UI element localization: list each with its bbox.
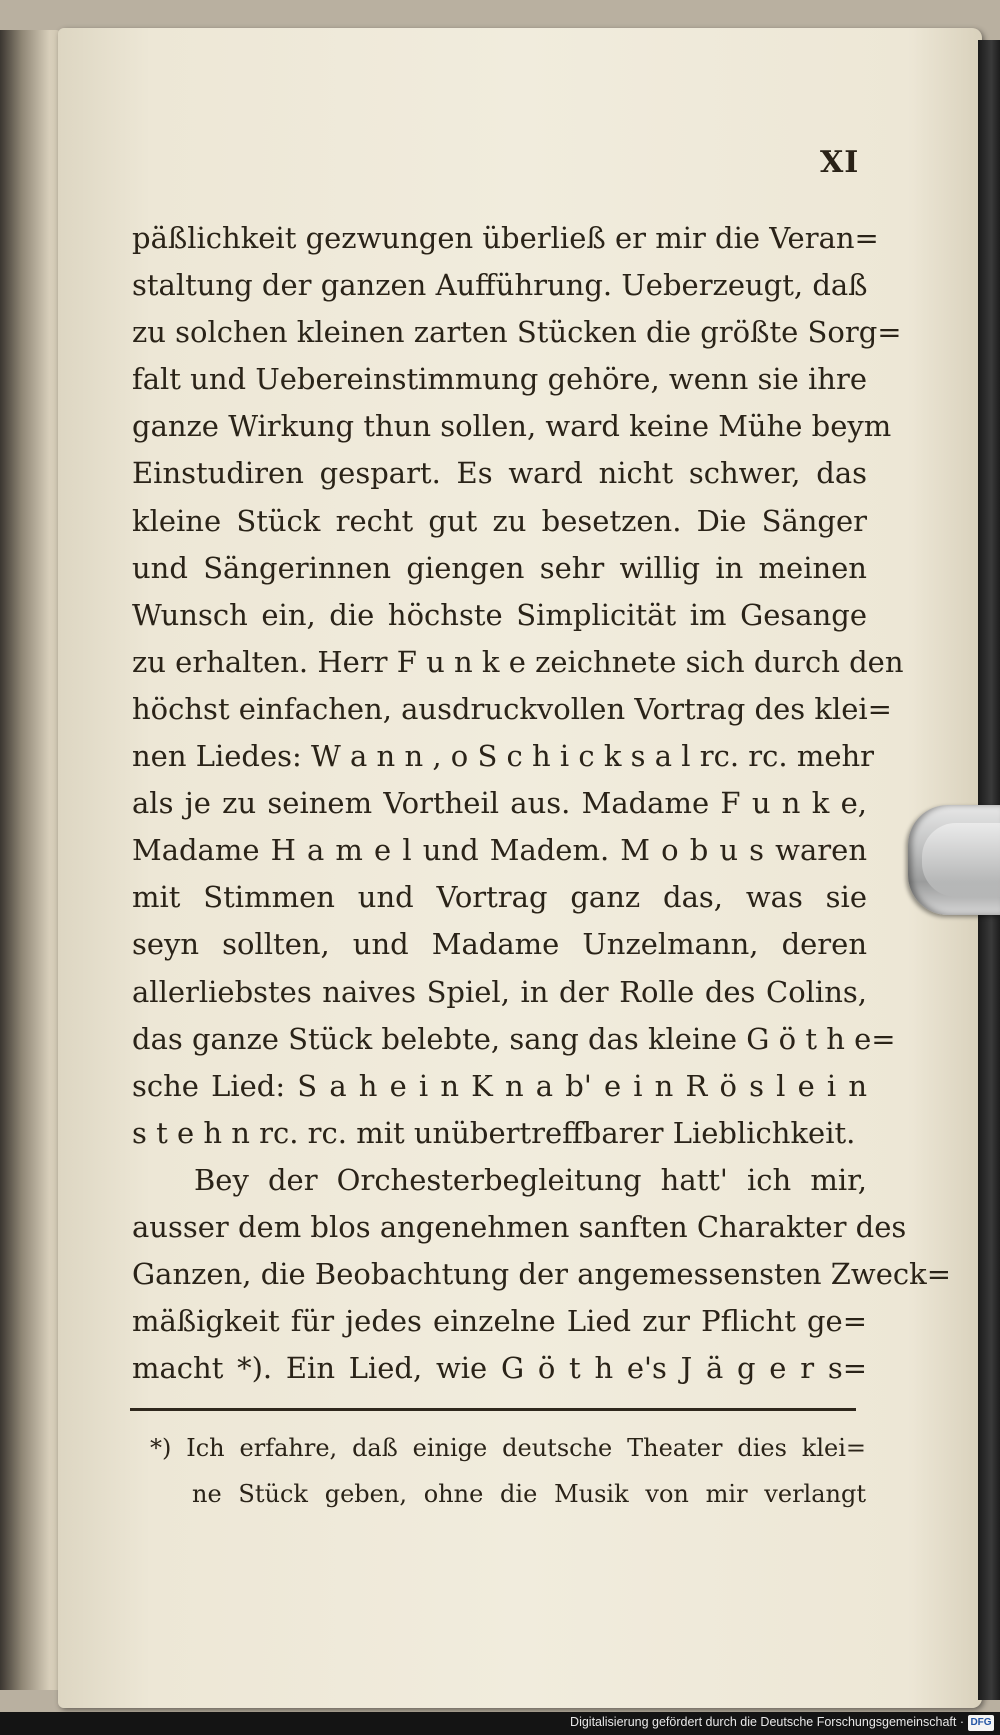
body-line: mäßigkeit für jedes einzelne Lied zur Pflicht ge= — [132, 1304, 867, 1339]
footnote-line: *) Ich erfahre, daß einige deutsche Theater dies klei= — [150, 1434, 866, 1462]
body-line: sche Lied: S a h e i n K n a b' e i n R ö s l e i n — [132, 1068, 867, 1103]
body-line: macht *). Ein Lied, wie G ö t h e's J ä g e r s= — [132, 1351, 867, 1386]
body-line: seyn sollten, und Madame Unzelmann, deren — [132, 927, 867, 962]
page-clip-highlight — [922, 823, 1000, 897]
body-line: staltung der ganzen Aufführung. Ueberzeugt, daß — [132, 268, 868, 303]
body-line: Madame H a m e l und Madem. M o b u s waren — [132, 833, 867, 868]
body-line: als je zu seinem Vortheil aus. Madame F u n k e, — [132, 786, 867, 821]
banner-text: Digitalisierung gefördert durch die Deutsche Forschungsgemeinschaft · — [570, 1715, 964, 1729]
body-line: ausser dem blos angenehmen sanften Charakter des — [132, 1209, 907, 1244]
digitization-banner — [0, 1712, 1000, 1735]
body-line: ganze Wirkung thun sollen, ward keine Mühe beym — [132, 409, 892, 444]
body-text — [132, 215, 952, 1392]
footnote — [150, 1425, 866, 1517]
body-line: päßlichkeit gezwungen überließ er mir die Veran= — [132, 221, 879, 255]
body-line: Wunsch ein, die höchste Simplicität im Gesange — [132, 597, 867, 632]
page-clip — [908, 805, 1000, 915]
body-line: Bey der Orchesterbegleitung hatt' ich mir, — [194, 1162, 867, 1197]
previous-page-edge — [0, 30, 62, 1690]
body-line: zu solchen kleinen zarten Stücken die größte Sorg= — [132, 315, 902, 350]
body-line: zu erhalten. Herr F u n k e zeichnete sich durch den — [132, 644, 904, 679]
body-line: und Sängerinnen giengen sehr willig in meinen — [132, 550, 867, 585]
body-line: mit Stimmen und Vortrag ganz das, was sie — [132, 880, 867, 915]
body-line: s t e h n rc. rc. mit unübertreffbarer Lieblichkeit. — [132, 1115, 856, 1150]
page-number: XI — [820, 145, 860, 180]
body-line: kleine Stück recht gut zu besetzen. Die Sänger — [132, 503, 867, 538]
footnote-line: ne Stück geben, ohne die Musik von mir verlangt — [192, 1480, 866, 1508]
body-line: höchst einfachen, ausdruckvollen Vortrag des klei= — [132, 691, 892, 726]
body-line: falt und Uebereinstimmung gehöre, wenn sie ihre — [132, 362, 867, 397]
body-line: das ganze Stück belebte, sang das kleine G ö t h e= — [132, 1021, 896, 1056]
body-line: nen Liedes: W a n n , o S c h i c k s a l rc. rc. mehr — [132, 739, 875, 774]
dfg-logo-icon: DFG — [968, 1715, 994, 1731]
footnote-rule — [130, 1408, 856, 1411]
body-line: allerliebstes naives Spiel, in der Rolle des Colins, — [132, 974, 867, 1009]
body-line: Ganzen, die Beobachtung der angemessensten Zweck= — [132, 1257, 952, 1292]
body-line: Einstudiren gespart. Es ward nicht schwer, das — [132, 456, 867, 491]
